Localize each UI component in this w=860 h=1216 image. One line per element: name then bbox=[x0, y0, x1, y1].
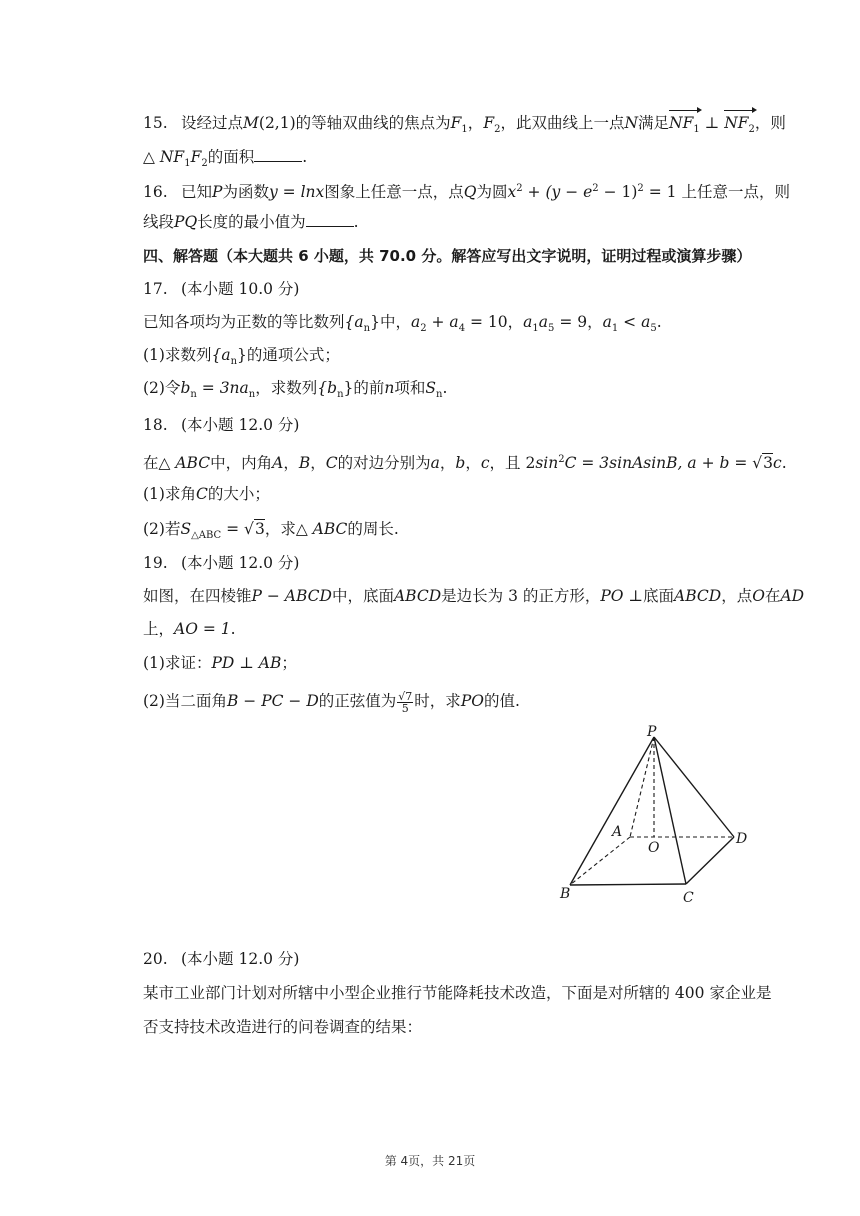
edge-pd bbox=[654, 737, 734, 837]
pyramid-figure bbox=[550, 722, 765, 912]
q20-number: 20. bbox=[143, 950, 168, 968]
q15-number: 15. bbox=[143, 114, 168, 132]
q17-stem: 已知各项均为正数的等比数列$\{a_n\}$中，$a_2 + a_4 = 10$，$a_1a_5 = 9$，$a_1 < a_5$. bbox=[143, 313, 662, 335]
q16-line1: 16. 已知P为函数y = lnx图象上任意一点，点Q为圆$x^2 + (y - e^2 - 1)^2 = 1$ 上任意一点，则 bbox=[143, 183, 790, 202]
q15-line2: △ $NF_1F_2$的面积 . bbox=[143, 148, 308, 170]
q16-number: 16. bbox=[143, 183, 168, 202]
vector-nf2: $NF_2$ bbox=[724, 112, 755, 141]
q17-number: 17. bbox=[143, 280, 168, 298]
edge-cd bbox=[686, 837, 734, 884]
q20-line1: 某市工业部门计划对所辖中小型企业推行节能降耗技术改造，下面是对所辖的 400 家企业是 bbox=[143, 984, 772, 1002]
q15-line1: 15. 设经过点M(2,1)的等轴双曲线的焦点为$F_1$，$F_2$，此双曲线上一点N满足$NF_1$ ⊥ $NF_2$，则 bbox=[143, 112, 786, 141]
q19-number: 19. bbox=[143, 554, 168, 572]
edge-pc bbox=[654, 737, 686, 884]
fraction: $\frac{√7}{5}$ bbox=[398, 689, 413, 715]
q18-part1: (1)求角C的大小； bbox=[143, 485, 270, 503]
answer-blank bbox=[306, 212, 354, 227]
q19-stem-line1: 如图，在四棱锥P − ABCD中，底面ABCD是边长为 3 的正方形，PO ⊥底面ABCD，点O在AD bbox=[143, 587, 805, 605]
edge-ab-hidden bbox=[570, 837, 630, 885]
q18-number: 18. bbox=[143, 416, 168, 434]
page-footer: 第 4页，共 21页 bbox=[384, 1154, 476, 1168]
q19-part1: (1)求证：PD ⊥ AB； bbox=[143, 654, 297, 672]
edge-pa-hidden bbox=[630, 737, 654, 837]
edge-bc bbox=[570, 884, 686, 885]
section-title: 四、解答题（本大题共 6 小题，共 70.0 分。解答应写出文字说明，证明过程或演算步骤） bbox=[143, 247, 752, 265]
q18-header: 18. (本小题 12.0 分) bbox=[143, 416, 300, 434]
q19-part2: (2)当二面角B − PC − D的正弦值为 $\frac{√7}{5}$ 时，求PO的值. bbox=[143, 689, 520, 715]
vector-nf1: $NF_1$ bbox=[669, 112, 700, 141]
label-c: C bbox=[683, 890, 694, 906]
label-d: D bbox=[736, 831, 748, 847]
q19-stem-line2: 上，AO = 1. bbox=[143, 620, 236, 638]
label-p: P bbox=[647, 724, 657, 740]
label-o: O bbox=[648, 840, 660, 856]
q17-part1: (1)求数列$\{a_n\}$的通项公式； bbox=[143, 346, 340, 368]
q16-line2: 线段PQ长度的最小值为 . bbox=[143, 213, 359, 231]
q17-part2: (2)令$b_n = 3na_n$，求数列$\{b_n\}$的前n项和$S_n$. bbox=[143, 379, 448, 401]
label-a: A bbox=[612, 824, 623, 840]
q17-header: 17. (本小题 10.0 分) bbox=[143, 280, 300, 298]
answer-blank bbox=[254, 147, 302, 162]
edge-pb bbox=[570, 737, 654, 885]
q20-header: 20. (本小题 12.0 分) bbox=[143, 950, 300, 968]
label-b: B bbox=[560, 886, 571, 902]
q20-line2: 否支持技术改造进行的问卷调查的结果： bbox=[143, 1018, 423, 1036]
q19-header: 19. (本小题 12.0 分) bbox=[143, 554, 300, 572]
q18-stem: 在△ ABC中，内角A，B，C的对边分别为a，b，c，且 $2\sin^2C$ = 3sinAsinB, a + b = √3c. bbox=[143, 454, 787, 473]
q18-part2: (2)若$S_{\triangle ABC} = √3$，求△ ABC的周长. bbox=[143, 520, 399, 542]
